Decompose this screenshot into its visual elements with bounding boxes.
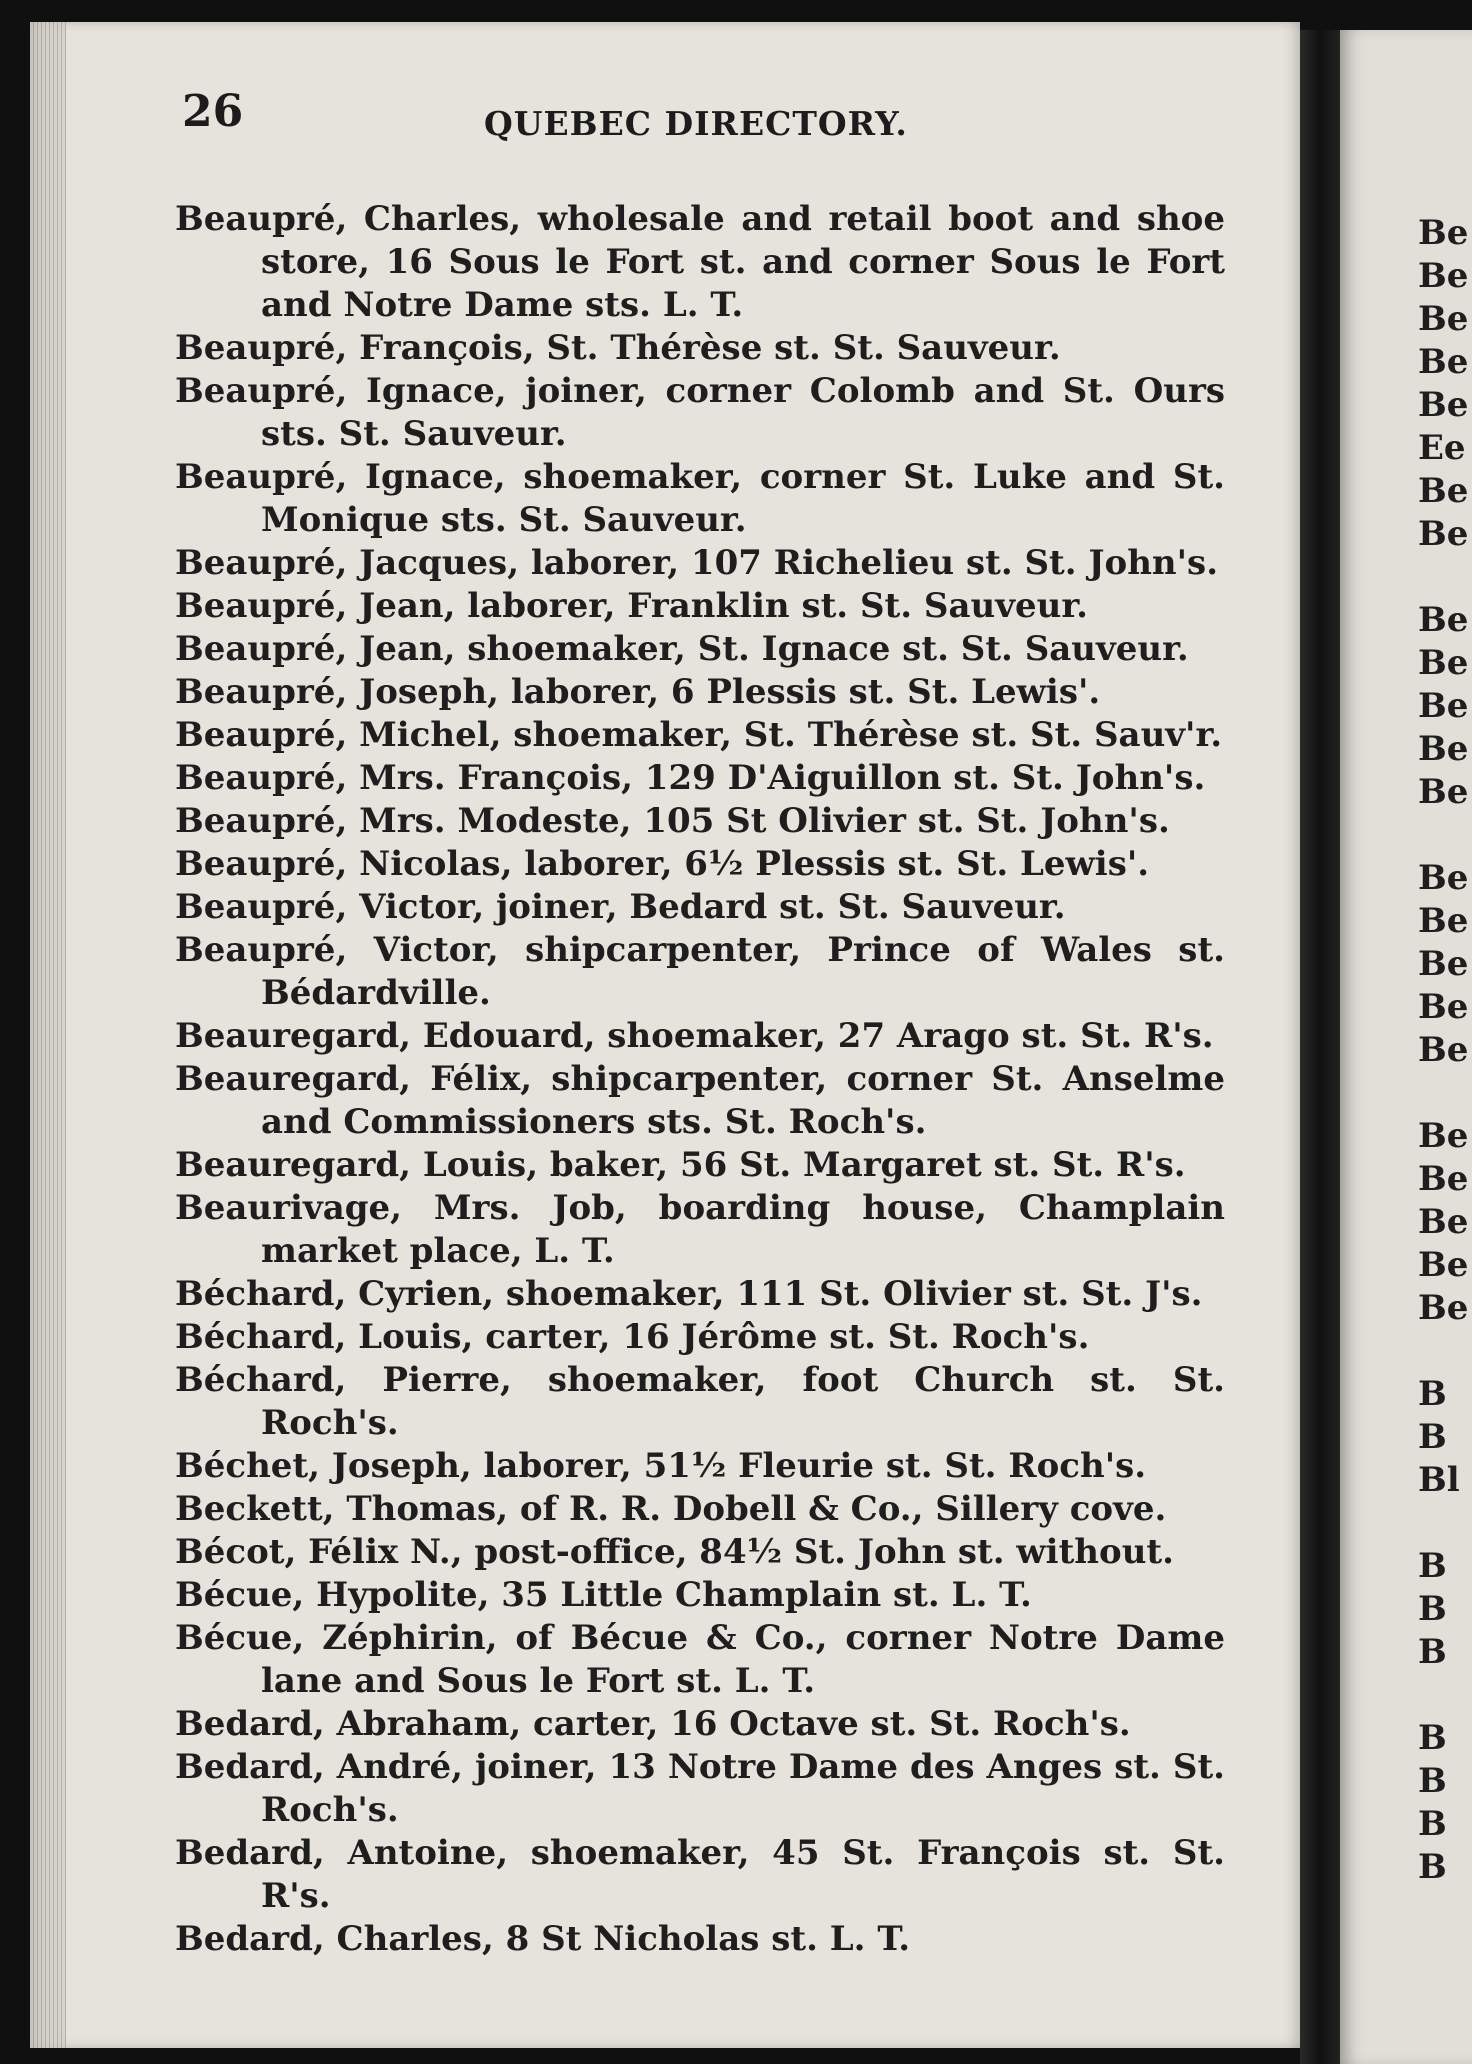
- directory-entry: Béchard, Cyrien, shoemaker, 111 St. Olivier st. St. J's.: [175, 1274, 1203, 1314]
- directory-entry: Bedard, André, joiner, 13 Notre Dame des Anges st. St. Roch's.: [175, 1747, 1225, 1830]
- facing-line: Be: [1418, 686, 1469, 726]
- facing-line: Be: [1418, 729, 1469, 769]
- facing-line: B: [1418, 1632, 1447, 1672]
- facing-line: B: [1418, 1374, 1447, 1414]
- facing-line: [1418, 1502, 1468, 1545]
- directory-entry: Bécue, Zéphirin, of Bécue & Co., corner Notre Dame lane and Sous le Fort st. L. T.: [175, 1618, 1225, 1701]
- facing-line: B: [1418, 1847, 1447, 1887]
- facing-line: Be: [1418, 1245, 1469, 1285]
- facing-line: B: [1418, 1589, 1447, 1629]
- facing-line: B: [1418, 1417, 1447, 1457]
- facing-line: B: [1418, 1546, 1447, 1586]
- directory-entry: Bedard, Antoine, shoemaker, 45 St. François st. St. R's.: [175, 1833, 1225, 1916]
- facing-line: Be: [1418, 858, 1469, 898]
- directory-entries: [175, 198, 1225, 1961]
- directory-entry: Beckett, Thomas, of R. R. Dobell & Co., Sillery cove.: [175, 1489, 1167, 1529]
- facing-line: Be: [1418, 1116, 1469, 1156]
- directory-entry: Beaupré, Jacques, laborer, 107 Richelieu st. St. John's.: [175, 543, 1219, 583]
- facing-page-fragments: [1418, 212, 1468, 1889]
- facing-line: Be: [1418, 385, 1469, 425]
- directory-entry: Beaupré, Victor, joiner, Bedard st. St. Sauveur.: [175, 887, 1066, 927]
- facing-line: Be: [1418, 643, 1469, 683]
- directory-entry: Béchard, Pierre, shoemaker, foot Church st. St. Roch's.: [175, 1360, 1225, 1443]
- directory-entry: Beauregard, Félix, shipcarpenter, corner St. Anselme and Commissioners sts. St. Roch's.: [175, 1059, 1225, 1142]
- facing-line: Be: [1418, 600, 1469, 640]
- directory-entry: Bedard, Abraham, carter, 16 Octave st. St. Roch's.: [175, 1704, 1131, 1744]
- facing-line: [1418, 1674, 1468, 1717]
- facing-line: Be: [1418, 772, 1469, 812]
- facing-line: Be: [1418, 342, 1469, 382]
- facing-line: Be: [1418, 987, 1469, 1027]
- facing-line: Be: [1418, 256, 1469, 296]
- directory-entry: Beaupré, Michel, shoemaker, St. Thérèse st. St. Sauv'r.: [175, 715, 1223, 755]
- facing-line: Be: [1418, 1030, 1469, 1070]
- directory-entry: Beaupré, Jean, laborer, Franklin st. St. Sauveur.: [175, 586, 1088, 626]
- book-gutter: [1300, 30, 1340, 2064]
- facing-line: [1418, 814, 1468, 857]
- page-number: 26: [182, 86, 244, 137]
- directory-entry: Beaupré, Jean, shoemaker, St. Ignace st. St. Sauveur.: [175, 629, 1189, 669]
- facing-line: [1418, 556, 1468, 599]
- facing-line: Be: [1418, 471, 1469, 511]
- facing-line: [1418, 1330, 1468, 1373]
- facing-line: Be: [1418, 514, 1469, 554]
- directory-entry: Beaupré, Nicolas, laborer, 6½ Plessis st. St. Lewis'.: [175, 844, 1150, 884]
- facing-line: Be: [1418, 1159, 1469, 1199]
- facing-line: [1418, 1072, 1468, 1115]
- facing-line: Be: [1418, 944, 1469, 984]
- directory-entry: Beaupré, Victor, shipcarpenter, Prince of Wales st. Bédardville.: [175, 930, 1225, 1013]
- directory-entry: Beaupré, Joseph, laborer, 6 Plessis st. St. Lewis'.: [175, 672, 1101, 712]
- directory-entry: Béchard, Louis, carter, 16 Jérôme st. St. Roch's.: [175, 1317, 1090, 1357]
- directory-entry: Beaurivage, Mrs. Job, boarding house, Champlain market place, L. T.: [175, 1188, 1225, 1271]
- facing-line: Ee: [1418, 428, 1466, 468]
- directory-entry: Bedard, Charles, 8 St Nicholas st. L. T.: [175, 1919, 911, 1959]
- directory-entry: Béchet, Joseph, laborer, 51½ Fleurie st. St. Roch's.: [175, 1446, 1147, 1486]
- page-edges: [30, 22, 66, 2048]
- facing-line: B: [1418, 1804, 1447, 1844]
- directory-entry: Beaupré, Charles, wholesale and retail boot and shoe store, 16 Sous le Fort st. and corner Sous le Fort and Notre Dame sts. L. T.: [175, 199, 1225, 325]
- directory-entry: Beaupré, Ignace, shoemaker, corner St. Luke and St. Monique sts. St. Sauveur.: [175, 457, 1225, 540]
- facing-line: Be: [1418, 901, 1469, 941]
- facing-line: Bl: [1418, 1460, 1460, 1500]
- facing-line: Be: [1418, 299, 1469, 339]
- facing-line: Be: [1418, 1202, 1469, 1242]
- directory-entry: Beaupré, Ignace, joiner, corner Colomb and St. Ours sts. St. Sauveur.: [175, 371, 1225, 454]
- facing-line: Be: [1418, 213, 1469, 253]
- directory-entry: Beaupré, Mrs. François, 129 D'Aiguillon st. St. John's.: [175, 758, 1206, 798]
- directory-entry: Beaupré, François, St. Thérèse st. St. Sauveur.: [175, 328, 1061, 368]
- directory-entry: Bécue, Hypolite, 35 Little Champlain st. L. T.: [175, 1575, 1032, 1615]
- directory-entry: Beauregard, Edouard, shoemaker, 27 Arago st. St. R's.: [175, 1016, 1214, 1056]
- facing-line: B: [1418, 1761, 1447, 1801]
- directory-entry: Beaupré, Mrs. Modeste, 105 St Olivier st. St. John's.: [175, 801, 1170, 841]
- directory-entry: Beauregard, Louis, baker, 56 St. Margaret st. St. R's.: [175, 1145, 1186, 1185]
- running-head: QUEBEC DIRECTORY.: [484, 104, 908, 143]
- directory-entry: Bécot, Félix N., post-office, 84½ St. John st. without.: [175, 1532, 1174, 1572]
- facing-line: B: [1418, 1718, 1447, 1758]
- facing-line: Be: [1418, 1288, 1469, 1328]
